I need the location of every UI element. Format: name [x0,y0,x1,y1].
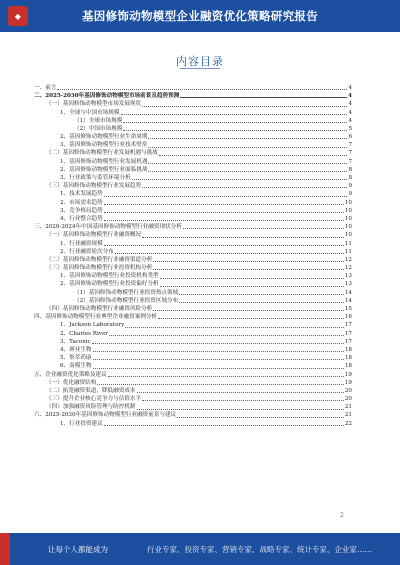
brand-logo-icon: ◆ [8,6,28,26]
toc-entry[interactable] [34,84,352,92]
table-of-contents [34,84,352,428]
toc-leader-dots [142,187,347,188]
toc-entry[interactable] [34,330,352,338]
toc-entry-page: 10 [344,199,352,206]
toc-leader-dots [177,417,344,418]
toc-entry-page: 16 [344,314,352,321]
toc-entry-page: 17 [344,322,352,329]
toc-entry-page: 17 [344,330,352,337]
toc-leader-dots [104,204,344,205]
toc-entry[interactable] [34,362,352,370]
toc-entry[interactable] [34,281,352,289]
toc-entry-page: 15 [344,306,352,313]
toc-leader-dots [137,392,344,393]
toc-entry-page: 21 [344,412,352,419]
toc-entry-title: 2、Charles River [60,330,108,337]
toc-entry-page: 4 [348,93,352,100]
toc-entry[interactable] [34,190,352,198]
toc-entry[interactable] [34,354,352,362]
toc-entry-title: 1、基因修饰动物模型行业投资机构类型 [60,273,159,280]
footer-accent-stripe [0,533,10,565]
toc-entry-title: 2、市场需求趋势 [60,199,103,206]
toc-entry[interactable] [34,403,352,411]
footer-banner [0,533,400,565]
toc-leader-dots [92,343,344,344]
toc-leader-dots [109,335,344,336]
toc-heading: 内容目录 [176,55,224,68]
toc-entry[interactable] [34,240,352,248]
toc-leader-dots [153,261,344,262]
toc-entry-title: （三）基因修饰动物模型行业投资机构分析 [46,265,153,272]
toc-entry-title: （三）基因修饰动物模型行业发展趋势 [46,183,142,190]
toc-entry-page: 10 [344,232,352,239]
toc-entry-page: 14 [344,289,352,296]
toc-entry[interactable] [34,158,352,166]
toc-entry-title: 1、Jackson Laboratory [60,322,125,329]
toc-entry[interactable] [34,182,352,190]
toc-entry-page: 7 [348,142,352,149]
toc-entry[interactable] [34,141,352,149]
toc-entry-page: 19 [344,379,352,386]
toc-entry-title: 四、基因修饰动物模型行业典型企业融资案例分析 [34,314,158,321]
toc-entry[interactable] [34,207,352,215]
toc-leader-dots [160,278,344,279]
toc-entry-page: 20 [344,387,352,394]
toc-entry-title: （一）优化融资结构 [46,379,97,386]
toc-entry[interactable] [34,117,352,125]
toc-entry-title: 2、基因修饰动物模型行业生命周期 [60,134,148,141]
toc-leader-dots [104,220,344,221]
toc-entry-title: （四）加强融资风险管理与防控机制 [46,404,136,411]
toc-entry-page: 4 [348,117,352,124]
toc-entry[interactable] [34,109,352,117]
toc-entry-page: 18 [344,355,352,362]
toc-entry-title: 3、竞争格局趋势 [60,207,103,214]
toc-leader-dots [137,409,344,410]
toc-entry[interactable] [34,231,352,239]
toc-leader-dots [179,302,344,303]
toc-entry-title: 1、行业投资建议 [60,420,103,427]
toc-entry[interactable] [34,379,352,387]
toc-leader-dots [160,286,344,287]
toc-leader-dots [142,106,347,107]
toc-leader-dots [123,130,347,131]
toc-leader-dots [148,163,347,164]
toc-entry[interactable] [34,371,352,379]
toc-entry-title: 2、基因修饰动物模型行业面临挑战 [60,166,148,173]
toc-entry-title: 五、企业融资优化策略及建议 [34,371,107,378]
toc-entry-page: 13 [344,273,352,280]
report-title: 基因修饰动物模型企业融资优化策略研究报告 [82,9,318,23]
toc-entry-title: 二、2025-2030年基因修饰动物模型市场前景及趋势预测 [34,93,180,100]
toc-leader-dots [93,359,344,360]
toc-entry-title: （二）基因修饰动物模型行业融资渠道分析 [46,256,153,263]
toc-entry[interactable] [34,297,352,305]
toc-entry-title: （一）基因修饰动物模型市场发展现状 [46,101,142,108]
toc-entry-page: 18 [344,363,352,370]
toc-leader-dots [104,425,344,426]
toc-entry-title: 1、基因修饰动物模型行业发展机遇 [60,158,148,165]
toc-entry-title: 6、南模生物 [60,363,92,370]
toc-entry-title: （1）基因修饰动物模型行业投资热点领域 [74,289,179,296]
toc-entry-page: 17 [344,338,352,345]
footer-slogan: 让每个人都能成为 [48,544,108,554]
toc-entry[interactable] [34,395,352,403]
toc-entry-title: 5、集萃药康 [60,355,92,362]
toc-entry[interactable] [34,387,352,395]
toc-entry[interactable] [34,420,352,428]
toc-leader-dots [159,155,348,156]
toc-entry-page: 10 [344,224,352,231]
toc-leader-dots [93,368,344,369]
toc-entry-title: 4、赛业生物 [60,346,92,353]
toc-leader-dots [57,89,347,90]
toc-entry-page: 22 [344,420,352,427]
toc-entry-page: 7 [348,158,352,165]
toc-entry-page: 9 [348,183,352,190]
toc-entry[interactable] [34,133,352,141]
toc-entry-title: （一）基因修饰动物模型行业融资概况 [46,232,142,239]
toc-entry-title: （二）拓宽融资渠道，降低融资成本 [46,387,136,394]
toc-leader-dots [121,114,348,115]
toc-entry-title: 2、行业融资轮次分布 [60,248,114,255]
toc-entry-page: 7 [348,150,352,157]
toc-entry-page: 4 [348,84,352,91]
toc-leader-dots [148,138,347,139]
toc-entry-page: 6 [348,134,352,141]
toc-leader-dots [142,400,344,401]
header-banner [0,0,400,32]
toc-entry-page: 12 [344,256,352,263]
toc-entry-page: 9 [348,191,352,198]
toc-leader-dots [148,171,347,172]
toc-entry-title: 1、技术发展趋势 [60,191,103,198]
toc-leader-dots [97,384,344,385]
toc-entry-title: （2）基因修饰动物模型行业投资区域分布 [74,297,179,304]
toc-leader-dots [179,294,344,295]
toc-entry[interactable] [34,256,352,264]
toc-entry-page: 14 [344,297,352,304]
toc-entry-page: 10 [344,207,352,214]
toc-leader-dots [180,97,347,98]
toc-entry-title: 六、2025-2030年基因修饰动物模型行业融资前景与建议 [34,412,177,419]
page-number: 2 [340,512,344,519]
toc-entry-title: 1、行业融资规模 [60,240,103,247]
toc-entry[interactable] [34,289,352,297]
toc-entry-page: 8 [348,175,352,182]
toc-entry[interactable] [34,305,352,313]
toc-entry[interactable] [34,215,352,223]
toc-leader-dots [104,196,348,197]
toc-entry[interactable] [34,321,352,329]
toc-entry-page: 13 [344,281,352,288]
toc-entry[interactable] [34,313,352,321]
toc-entry-title: 一、前言 [34,84,57,91]
toc-leader-dots [158,318,344,319]
toc-entry-page: 18 [344,346,352,353]
toc-entry-title: （三）提升企业核心竞争力与估值水平 [46,396,142,403]
toc-leader-dots [115,253,344,254]
toc-entry-title: （2）中国市场规模 [74,125,123,132]
toc-entry[interactable] [34,223,352,231]
toc-leader-dots [123,122,347,123]
toc-entry[interactable] [34,174,352,182]
toc-entry-title: （1）全球市场规模 [74,117,123,124]
toc-entry[interactable] [34,272,352,280]
toc-entry-page: 4 [348,101,352,108]
toc-entry-page: 19 [344,371,352,378]
toc-entry-page: 20 [344,396,352,403]
toc-entry-page: 5 [348,125,352,132]
toc-entry[interactable] [34,199,352,207]
toc-entry[interactable] [34,264,352,272]
toc-entry-title: 1、全球与中国市场规模 [60,109,120,116]
toc-entry-title: 三、2020-2024年中国基因修饰动物模型行业融资现状分析 [34,224,182,231]
toc-entry-title: （二）基因修饰动物模型行业发展机遇与挑战 [46,150,158,157]
toc-entry-page: 8 [348,166,352,173]
toc-leader-dots [104,212,344,213]
toc-entry-title: （四）基因修饰动物模型行业融资风险分析 [46,306,153,313]
toc-entry-page: 21 [344,404,352,411]
toc-leader-dots [132,179,348,180]
toc-heading-divider [180,68,220,69]
toc-entry[interactable] [34,412,352,420]
toc-entry-title: 4、行业整合趋势 [60,215,103,222]
toc-entry[interactable] [34,166,352,174]
toc-entry[interactable] [34,100,352,108]
toc-entry-page: 10 [344,215,352,222]
toc-entry-title: 2、基因修饰动物模型行业投资偏好分析 [60,281,159,288]
toc-leader-dots [108,376,344,377]
toc-entry[interactable] [34,346,352,354]
toc-entry-title: 3、行业政策与监管环境分析 [60,175,131,182]
toc-leader-dots [142,237,344,238]
toc-leader-dots [153,269,344,270]
toc-entry[interactable] [34,125,352,133]
toc-entry-page: 4 [348,109,352,116]
toc-entry[interactable] [34,150,352,158]
toc-entry[interactable] [34,248,352,256]
toc-entry-title: 3、基因修饰动物模型行业技术壁垒 [60,142,148,149]
toc-entry-title: 3、Taconic [60,338,91,345]
toc-entry[interactable] [34,92,352,100]
toc-entry[interactable] [34,338,352,346]
toc-leader-dots [153,310,344,311]
toc-entry-page: 11 [344,240,352,247]
toc-leader-dots [148,147,347,148]
toc-leader-dots [93,351,344,352]
toc-leader-dots [183,228,344,229]
toc-leader-dots [104,245,344,246]
footer-tagline: 行业专家、投资专家、营销专家、战略专家、统计专家、企业家…… [147,544,372,554]
toc-leader-dots [125,327,344,328]
toc-entry-page: 12 [344,265,352,272]
toc-entry-page: 11 [344,248,352,255]
